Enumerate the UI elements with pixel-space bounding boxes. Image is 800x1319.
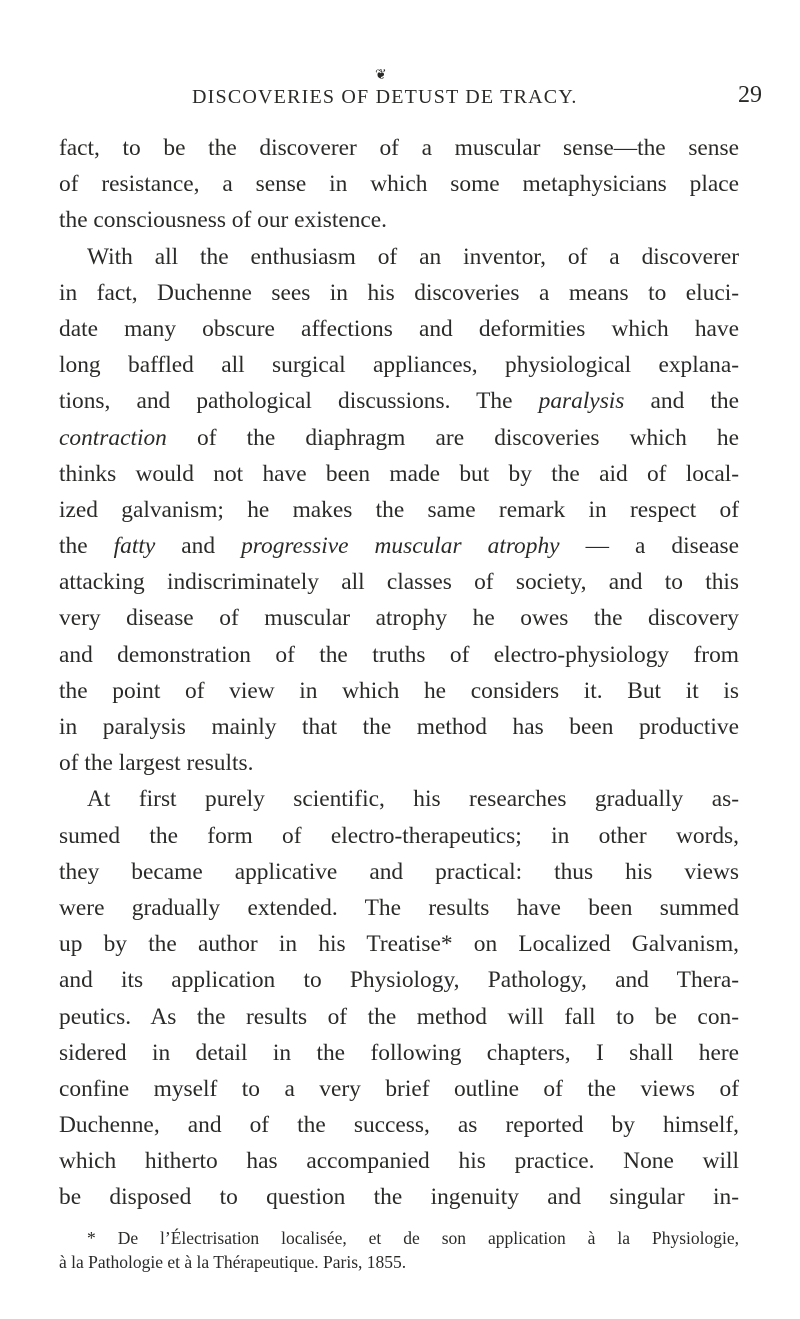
text-line: of the largest results. — [59, 750, 254, 777]
text-line: in fact, Duchenne sees in his discoveries a means to eluci- — [59, 279, 739, 306]
text-segment: — a disease — [585, 533, 739, 560]
text-line: long baffled all surgical appliances, physiological explana- — [59, 352, 739, 379]
text-line: thinks would not have been made but by the aid of local- — [59, 460, 739, 487]
footnote-line: * De l’Électrisation localisée, et de son application à la Physiologie, — [87, 1228, 739, 1248]
text-line: in paralysis mainly that the method has been productive — [59, 714, 739, 740]
text-line — [59, 383, 739, 419]
italic-term: paralysis — [538, 388, 625, 415]
text-line: and its application to Physiology, Pathology, and Thera- — [59, 967, 739, 994]
text-line: ized galvanism; he makes the same remark in respect of — [59, 496, 739, 523]
text-line: attacking indiscriminately all classes of society, and to this — [59, 569, 739, 596]
text-line: they became applicative and practical: thus his views — [59, 858, 739, 885]
text-line: fact, to be the discoverer of a muscular sense—the sense — [59, 135, 739, 161]
text-line: be disposed to question the ingenuity and singular in- — [59, 1184, 739, 1211]
text-line: date many obscure affections and deformities which have — [59, 315, 739, 342]
text-segment: of the diaphragm are discoveries which he — [197, 424, 739, 451]
text-line: Duchenne, and of the success, as reported by himself, — [59, 1112, 739, 1139]
italic-term: fatty — [113, 533, 156, 560]
text-line: the point of view in which he considers it. But it is — [59, 677, 739, 704]
text-line: With all the enthusiasm of an inventor, of a discoverer — [87, 243, 739, 270]
footnote — [59, 1226, 739, 1274]
text-line: the consciousness of our existence. — [59, 207, 388, 234]
text-line — [59, 528, 739, 564]
italic-term: contraction — [59, 424, 167, 451]
text-line: up by the author in his Treatise* on Localized Galvanism, — [59, 931, 739, 958]
text-line: very disease of muscular atrophy he owes the discovery — [59, 605, 739, 632]
text-segment: the — [59, 533, 88, 560]
text-line: and demonstration of the truths of electro-physiology from — [59, 641, 739, 668]
page-number: 29 — [738, 82, 762, 108]
text-line: which hitherto has accompanied his practice. None will — [59, 1148, 739, 1175]
text-line: At first purely scientific, his researches gradually as- — [87, 786, 739, 813]
text-line — [59, 420, 739, 456]
text-line: peutics. As the results of the method will fall to be con- — [59, 1003, 739, 1030]
text-segment: tions, and pathological discussions. — [59, 388, 451, 415]
text-segment: and the — [650, 388, 739, 415]
text-line: confine myself to a very brief outline of the views of — [59, 1075, 739, 1102]
running-head: DISCOVERIES OF DETUST DE TRACY. — [192, 86, 578, 108]
text-line: sumed the form of electro-therapeutics; in other words, — [59, 822, 739, 849]
text-segment: and — [181, 533, 216, 560]
body-text — [59, 130, 739, 1216]
text-line: of resistance, a sense in which some metaphysicians place — [59, 171, 739, 198]
text-line: sidered in detail in the following chapters, I shall here — [59, 1039, 739, 1066]
footnote-line: à la Pathologie et à la Thérapeutique. Paris, 1855. — [59, 1252, 407, 1272]
text-line: were gradually extended. The results have been summed — [59, 894, 739, 921]
text-segment: The — [476, 388, 513, 415]
italic-term: progressive muscular atrophy — [241, 533, 560, 560]
printer-ornament: ❦ — [375, 68, 387, 83]
